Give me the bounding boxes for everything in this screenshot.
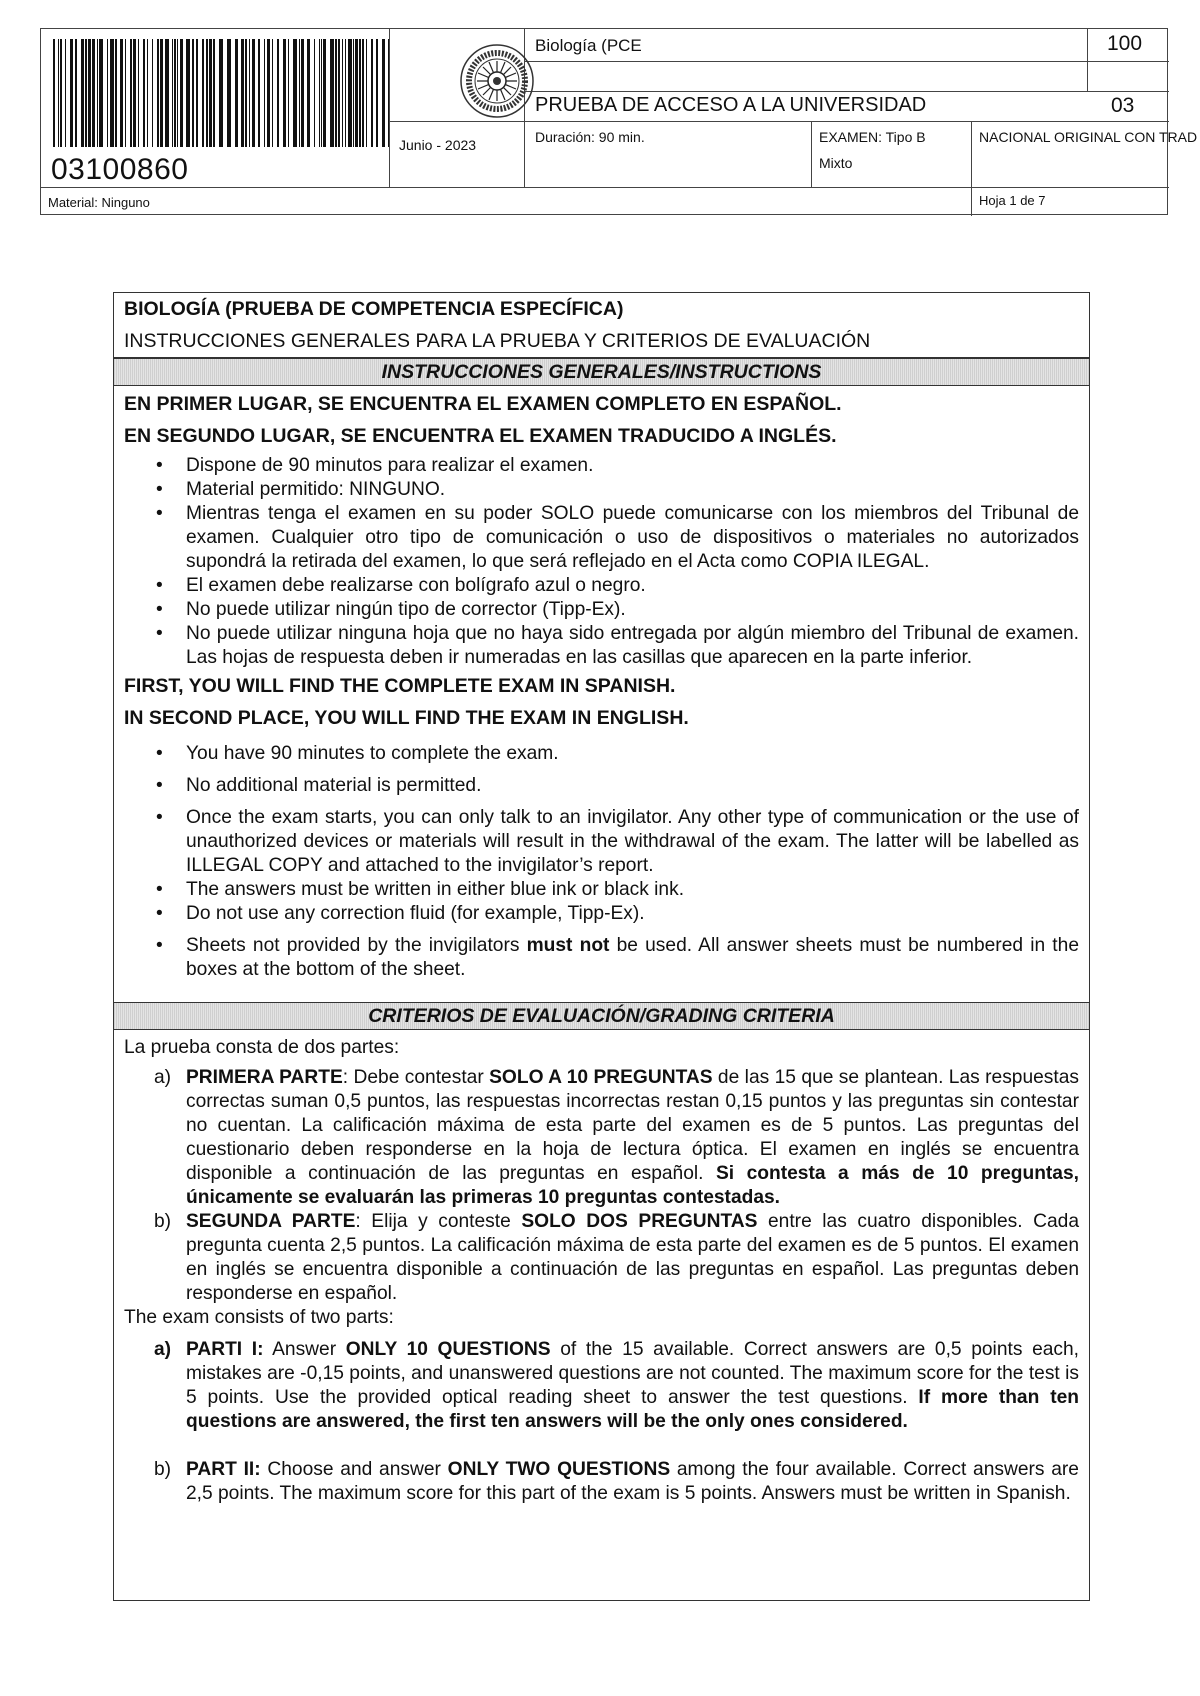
- english-criteria-list: [114, 1338, 1089, 1506]
- list-item: • Sheets not provided by the invigilators must not be used. All answer sheets must be numbered in the boxes at the bottom of the sheet.: [186, 934, 1079, 982]
- list-item: • No puede utilizar ningún tipo de corrector (Tipp-Ex).: [186, 598, 1079, 622]
- grading-criteria-heading: CRITERIOS DE EVALUACIÓN/GRADING CRITERIA: [114, 1002, 1089, 1030]
- exam-version: NACIONAL ORIGINAL CON TRAD: [979, 129, 1198, 145]
- spanish-instructions-list: [114, 454, 1089, 670]
- exam-date: Junio - 2023: [399, 137, 477, 153]
- exam-type: EXAMEN: Tipo B: [819, 129, 926, 145]
- list-item: • Mientras tenga el examen en su poder SOLO puede comunicarse con los miembros del Tribunal de examen. Cualquier otro tipo de comunicación o uso de dispositivos o materiales no autorizados supondrá la retirada del examen, lo que será reflejado en el Acta como COPIA ILEGAL.: [186, 502, 1079, 574]
- list-item: • No puede utilizar ninguna hoja que no haya sido entregada por algún miembro del Tribunal de examen. Las hojas de respuesta deben ir numeradas en las casillas que aparecen en la parte inferior.: [186, 622, 1079, 670]
- list-item: • The answers must be written in either blue ink or black ink.: [186, 878, 1079, 902]
- english-criteria-intro: The exam consists of two parts:: [124, 1307, 394, 1328]
- list-item: b) PART II: Choose and answer ONLY TWO QUESTIONS among the four available. Correct answers are 2,5 points. The maximum score for this part of the exam is 5 points. Answers must be written in Spanish.: [154, 1459, 1079, 1504]
- list-item: • Do not use any correction fluid (for example, Tipp-Ex).: [186, 902, 1079, 926]
- test-name: PRUEBA DE ACCESO A LA UNIVERSIDAD: [535, 94, 927, 116]
- list-item: • You have 90 minutes to complete the exam.: [186, 742, 1079, 766]
- exam-header: [40, 28, 1198, 215]
- test-code: 03: [1111, 94, 1135, 117]
- university-seal-icon: [459, 43, 535, 119]
- document-subtitle: INSTRUCCIONES GENERALES PARA LA PRUEBA Y CRITERIOS DE EVALUACIÓN: [114, 325, 1089, 358]
- exam-duration: Duración: 90 min.: [535, 129, 645, 145]
- list-item: a) PRIMERA PARTE: Debe contestar SOLO A 10 PREGUNTAS de las 15 que se plantean. Las respuestas correctas suman 0,5 puntos, las respuestas incorrectas restan 0,15 puntos y las preguntas sin contestar no cuentan. La calificación máxima de esta parte del examen es de 5 puntos. Las preguntas del cuestionario deben responderse en la hoja de lectura óptica. El examen en inglés se encuentra disponible a continuación de las preguntas en español. Si contesta a más de 10 preguntas, únicamente se evaluarán las primeras 10 preguntas contestadas.: [154, 1067, 1079, 1208]
- exam-mode: Mixto: [819, 155, 853, 171]
- list-item: • Dispone de 90 minutos para realizar el examen.: [186, 454, 1079, 478]
- subject-code: 100: [1107, 32, 1143, 55]
- instructions-heading: INSTRUCCIONES GENERALES/INSTRUCTIONS: [114, 358, 1089, 386]
- subject-name: Biología (PCE: [535, 36, 642, 55]
- list-item: • El examen debe realizarse con bolígrafo azul o negro.: [186, 574, 1079, 598]
- material-allowed: Material: Ninguno: [48, 195, 150, 210]
- english-first-note: FIRST, YOU WILL FIND THE COMPLETE EXAM IN SPANISH.: [124, 675, 676, 697]
- english-second-note: IN SECOND PLACE, YOU WILL FIND THE EXAM IN ENGLISH.: [124, 707, 689, 729]
- sheet-number: Hoja 1 de 7: [979, 193, 1046, 208]
- barcode: [53, 39, 389, 147]
- document-title: BIOLOGÍA (PRUEBA DE COMPETENCIA ESPECÍFICA): [124, 298, 624, 320]
- instructions-box: [113, 292, 1090, 1601]
- spanish-first-note: EN PRIMER LUGAR, SE ENCUENTRA EL EXAMEN COMPLETO EN ESPAÑOL.: [124, 393, 842, 415]
- list-item: b) SEGUNDA PARTE: Elija y conteste SOLO DOS PREGUNTAS entre las cuatro disponibles. Cada pregunta cuenta 2,5 puntos. La calificación máxima de esta parte del examen es de 5 puntos. El examen en inglés se encuentra disponible a continuación de las preguntas en español. Las preguntas deben responderse en español.: [154, 1211, 1080, 1304]
- english-instructions-list: [114, 742, 1089, 982]
- list-item: • Material permitido: NINGUNO.: [186, 478, 1079, 502]
- spanish-second-note: EN SEGUNDO LUGAR, SE ENCUENTRA EL EXAMEN TRADUCIDO A INGLÉS.: [124, 425, 837, 447]
- spanish-criteria-intro: La prueba consta de dos partes:: [124, 1037, 400, 1058]
- exam-code-number: 03100860: [51, 153, 189, 186]
- list-item: • No additional material is permitted.: [186, 774, 1079, 798]
- spanish-criteria-list: [114, 1066, 1089, 1306]
- list-item: a) PARTI I: Answer ONLY 10 QUESTIONS of the 15 available. Correct answers are 0,5 points each, mistakes are -0,15 points, and unanswered questions are not counted. The maximum score for the test is 5 points. Use the provided optical reading sheet to answer the test questions. If more than ten questions are answered, the first ten answers will be the only ones considered.: [154, 1339, 1080, 1432]
- list-item: • Once the exam starts, you can only talk to an invigilator. Any other type of communication or the use of unauthorized devices or materials will result in the withdrawal of the exam. The latter will be labelled as ILLEGAL COPY and attached to the invigilator’s report.: [186, 806, 1079, 878]
